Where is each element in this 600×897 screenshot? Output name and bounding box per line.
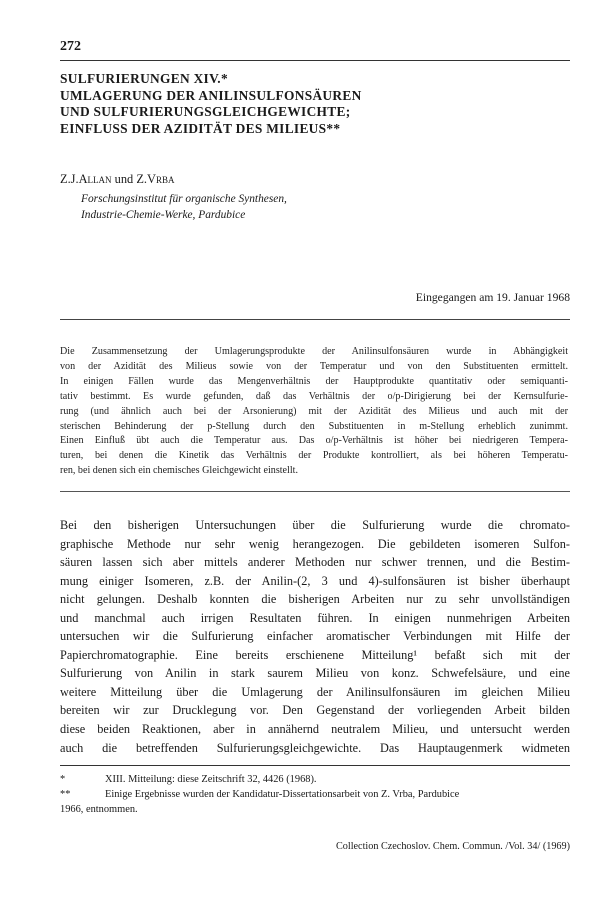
abstract bbox=[60, 345, 568, 479]
article-title bbox=[60, 71, 570, 137]
title-line: EINFLUSS DER AZIDITÄT DES MILIEUS** bbox=[60, 120, 341, 136]
author-name: Z.Vrba bbox=[136, 172, 175, 186]
author-conjunction: und bbox=[114, 172, 134, 186]
abstract-line: von der Azidität des Milieus sowie von der Temperatur und von den Substituenten ermittelt. bbox=[60, 360, 568, 372]
header-rule bbox=[60, 60, 570, 61]
footnote bbox=[60, 772, 570, 787]
footnote-mark: ** bbox=[60, 789, 71, 800]
author-line bbox=[60, 172, 174, 187]
body-line: Bei den bisherigen Untersuchungen über die Sulfurierung wurde die chromato- bbox=[60, 518, 570, 532]
body-line: Sulfurierung von Anilin in stark saurem Milieu von konz. Schwefelsäure, und eine bbox=[60, 666, 570, 681]
title-line: SULFURIERUNGEN XIV.* bbox=[60, 71, 228, 86]
body-line: graphische Methode nur sehr wenig herangezogen. Die gebildeten isomeren Sulfon- bbox=[60, 536, 570, 551]
body-line: weitere Mitteilung über die Umlagerung der Anilinsulfonsäuren im gleichen Milieu bbox=[60, 684, 570, 699]
body-line: bereiten wir zur Drucklegung vor. Den Gegenstand der vorliegenden Arbeit bilden bbox=[60, 703, 570, 718]
title-line: UMLAGERUNG DER ANILINSULFONSÄUREN bbox=[60, 87, 362, 103]
footnote-rule bbox=[60, 765, 570, 766]
footnotes bbox=[60, 772, 570, 817]
abstract-line: In einigen Fällen wurde das Mengenverhältnis der Hauptprodukte quantitativ oder semiquanti- bbox=[60, 375, 568, 387]
abstract-line: tativ bestimmt. Es wurde gefunden, daß das Verhältnis der o/p-Dirigierung bei der Kernsulfurie- bbox=[60, 390, 568, 402]
page-number: 272 bbox=[60, 39, 81, 54]
footnote-mark: * bbox=[60, 774, 66, 785]
body-text bbox=[60, 516, 570, 757]
body-line: mung einiger Isomeren, z.B. der Anilin-(2, 3 und 4)-sulfonsäuren ist bisher überhaupt bbox=[60, 573, 570, 588]
body-line: Papierchromatographie. Eine bereits erschienene Mitteilung¹ befaßt sich mit der bbox=[60, 647, 570, 662]
abstract-line: Einen Einfluß übt auch die Temperatur aus. Das o/p-Verhältnis ist höher bei niedrigeren Tempera- bbox=[60, 435, 568, 447]
section-rule bbox=[60, 319, 570, 320]
abstract-rule bbox=[60, 491, 570, 492]
footnote-text: Einige Ergebnisse wurden der Kandidatur-Dissertationsarbeit von Z. Vrba, Pardubice bbox=[105, 789, 460, 800]
abstract-line: ren, bei denen sich ein chemisches Gleichgewicht einstellt. bbox=[60, 465, 298, 477]
footnote-continuation: 1966, entnommen. bbox=[60, 804, 138, 815]
abstract-line: sterischen Behinderung der p-Stellung durch den Substituenten in m-Stellung erheblich zunimmt. bbox=[60, 420, 568, 432]
author-affiliation bbox=[81, 191, 287, 223]
abstract-line: turen, bei denen die Kinetik das Verhältnis der Produkte kontrolliert, als bei höheren Temperatu- bbox=[60, 450, 568, 462]
received-date: Eingegangen am 19. Januar 1968 bbox=[415, 291, 570, 304]
body-line: nicht gelungen. Deshalb konnten die bisherigen Arbeiten nur zu sehr unvollständigen bbox=[60, 592, 570, 607]
title-line: UND SULFURIERUNGSGLEICHGEWICHTE; bbox=[60, 104, 351, 119]
body-line: diese beiden Reaktionen, aber in annähernd neutralem Milieu, und untersucht werden bbox=[60, 722, 570, 737]
body-line: säuren lassen sich aber mittels anderer Methoden nur schwer trennen, und die Bestim- bbox=[60, 555, 570, 570]
body-line: untersuchen wir die Sulfurierung einfacher aromatischer Verbindungen mit Hilfe der bbox=[60, 629, 570, 644]
affiliation-line: Industrie-Chemie-Werke, Pardubice bbox=[81, 209, 246, 221]
abstract-line: rung (und ähnlich auch bei der Arsonierung) mit der Azidität des Milieus und auch mit der bbox=[60, 405, 568, 417]
abstract-line: Die Zusammensetzung der Umlagerungsprodukte der Anilinsulfonsäuren wurde in Abhängigkeit bbox=[60, 346, 568, 357]
footnote bbox=[60, 787, 570, 817]
affiliation-line: Forschungsinstitut für organische Synthesen, bbox=[81, 193, 287, 205]
footnote-text: XIII. Mitteilung: diese Zeitschrift 32, 4426 (1968). bbox=[105, 774, 317, 785]
author-name: Z.J.Allan bbox=[60, 172, 112, 186]
body-line: auch die betreffenden Sulfurierungsgleichgewichte. Das Hauptaugenmerk widmeten bbox=[60, 740, 570, 755]
journal-citation: Collection Czechoslov. Chem. Commun. /Vol. 34/ (1969) bbox=[335, 841, 570, 852]
body-line: und manchmal auch irrigen Resultaten führen. In einigen nunmehrigen Arbeiten bbox=[60, 610, 570, 625]
